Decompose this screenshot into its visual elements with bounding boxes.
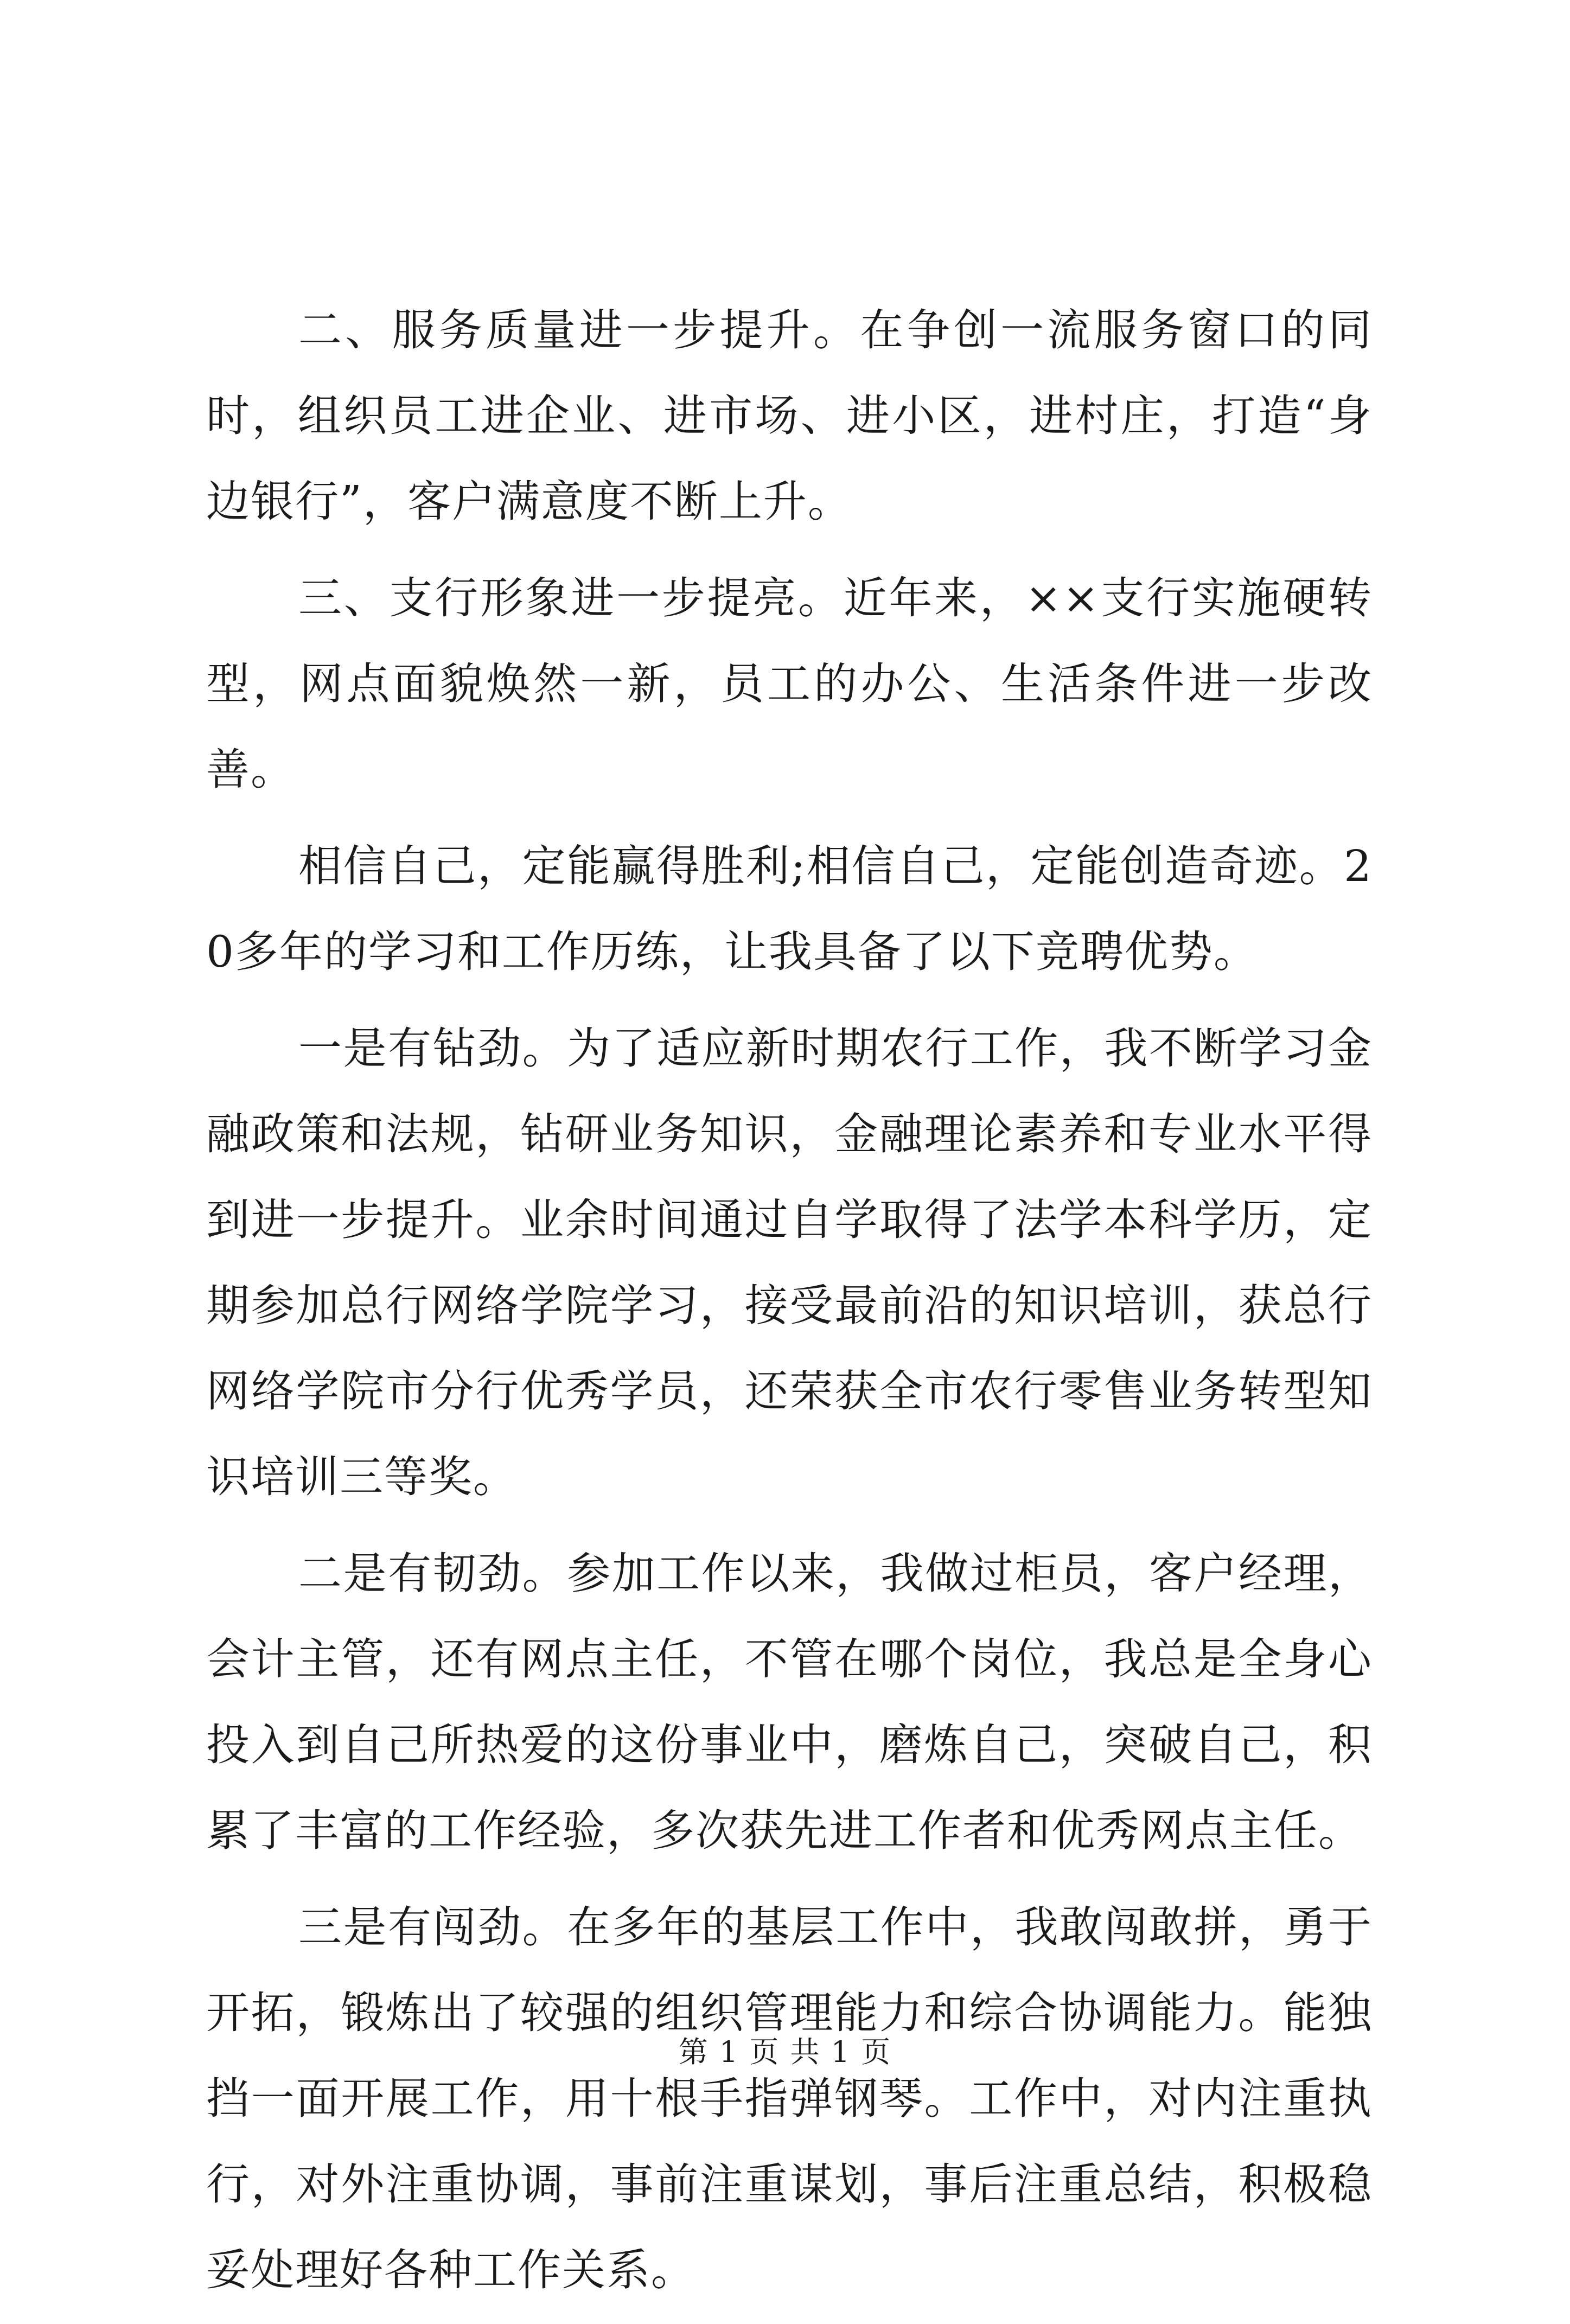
- document-body: [206, 288, 1373, 2324]
- paragraph-branch-image: 三、支行形象进一步提亮。近年来，××支行实施硬转型，网点面貌焕然一新，员工的办公、生活条件进一步改善。: [206, 573, 1373, 795]
- paragraph-diligence: 一是有钻劲。为了适应新时期农行工作，我不断学习金融政策和法规，钻研业务知识，金融理论素养和专业水平得到进一步提升。业余时间通过自学取得了法学本科学历，定期参加总行网络学院学习，接受最前沿的知识培训，获总行网络学院市分行优秀学员，还荣获全市农行零售业务转型知识培训三等奖。: [206, 1023, 1373, 1502]
- page-number-footer: 第 1 页 共 1 页: [678, 2035, 892, 2069]
- paragraph-self-belief: 相信自己，定能赢得胜利;相信自己，定能创造奇迹。20多年的学习和工作历练，让我具备了以下竞聘优势。: [206, 841, 1373, 977]
- paragraph-service-quality: 二、服务质量进一步提升。在争创一流服务窗口的同时，组织员工进企业、进市场、进小区，进村庄，打造“身边银行”，客户满意度不断上升。: [206, 305, 1373, 527]
- paragraph-tenacity: 二是有韧劲。参加工作以来，我做过柜员，客户经理，会计主管，还有网点主任，不管在哪个岗位，我总是全身心投入到自己所热爱的这份事业中，磨炼自己，突破自己，积累了丰富的工作经验，多次获先进工作者和优秀网点主任。: [206, 1548, 1373, 1856]
- paragraph-drive: 三是有闯劲。在多年的基层工作中，我敢闯敢拼，勇于开拓，锻炼出了较强的组织管理能力和综合协调能力。能独挡一面开展工作，用十根手指弹钢琴。工作中，对内注重执行，对外注重协调，事前注重谋划，事后注重总结，积极稳妥处理好各种工作关系。: [206, 1902, 1373, 2295]
